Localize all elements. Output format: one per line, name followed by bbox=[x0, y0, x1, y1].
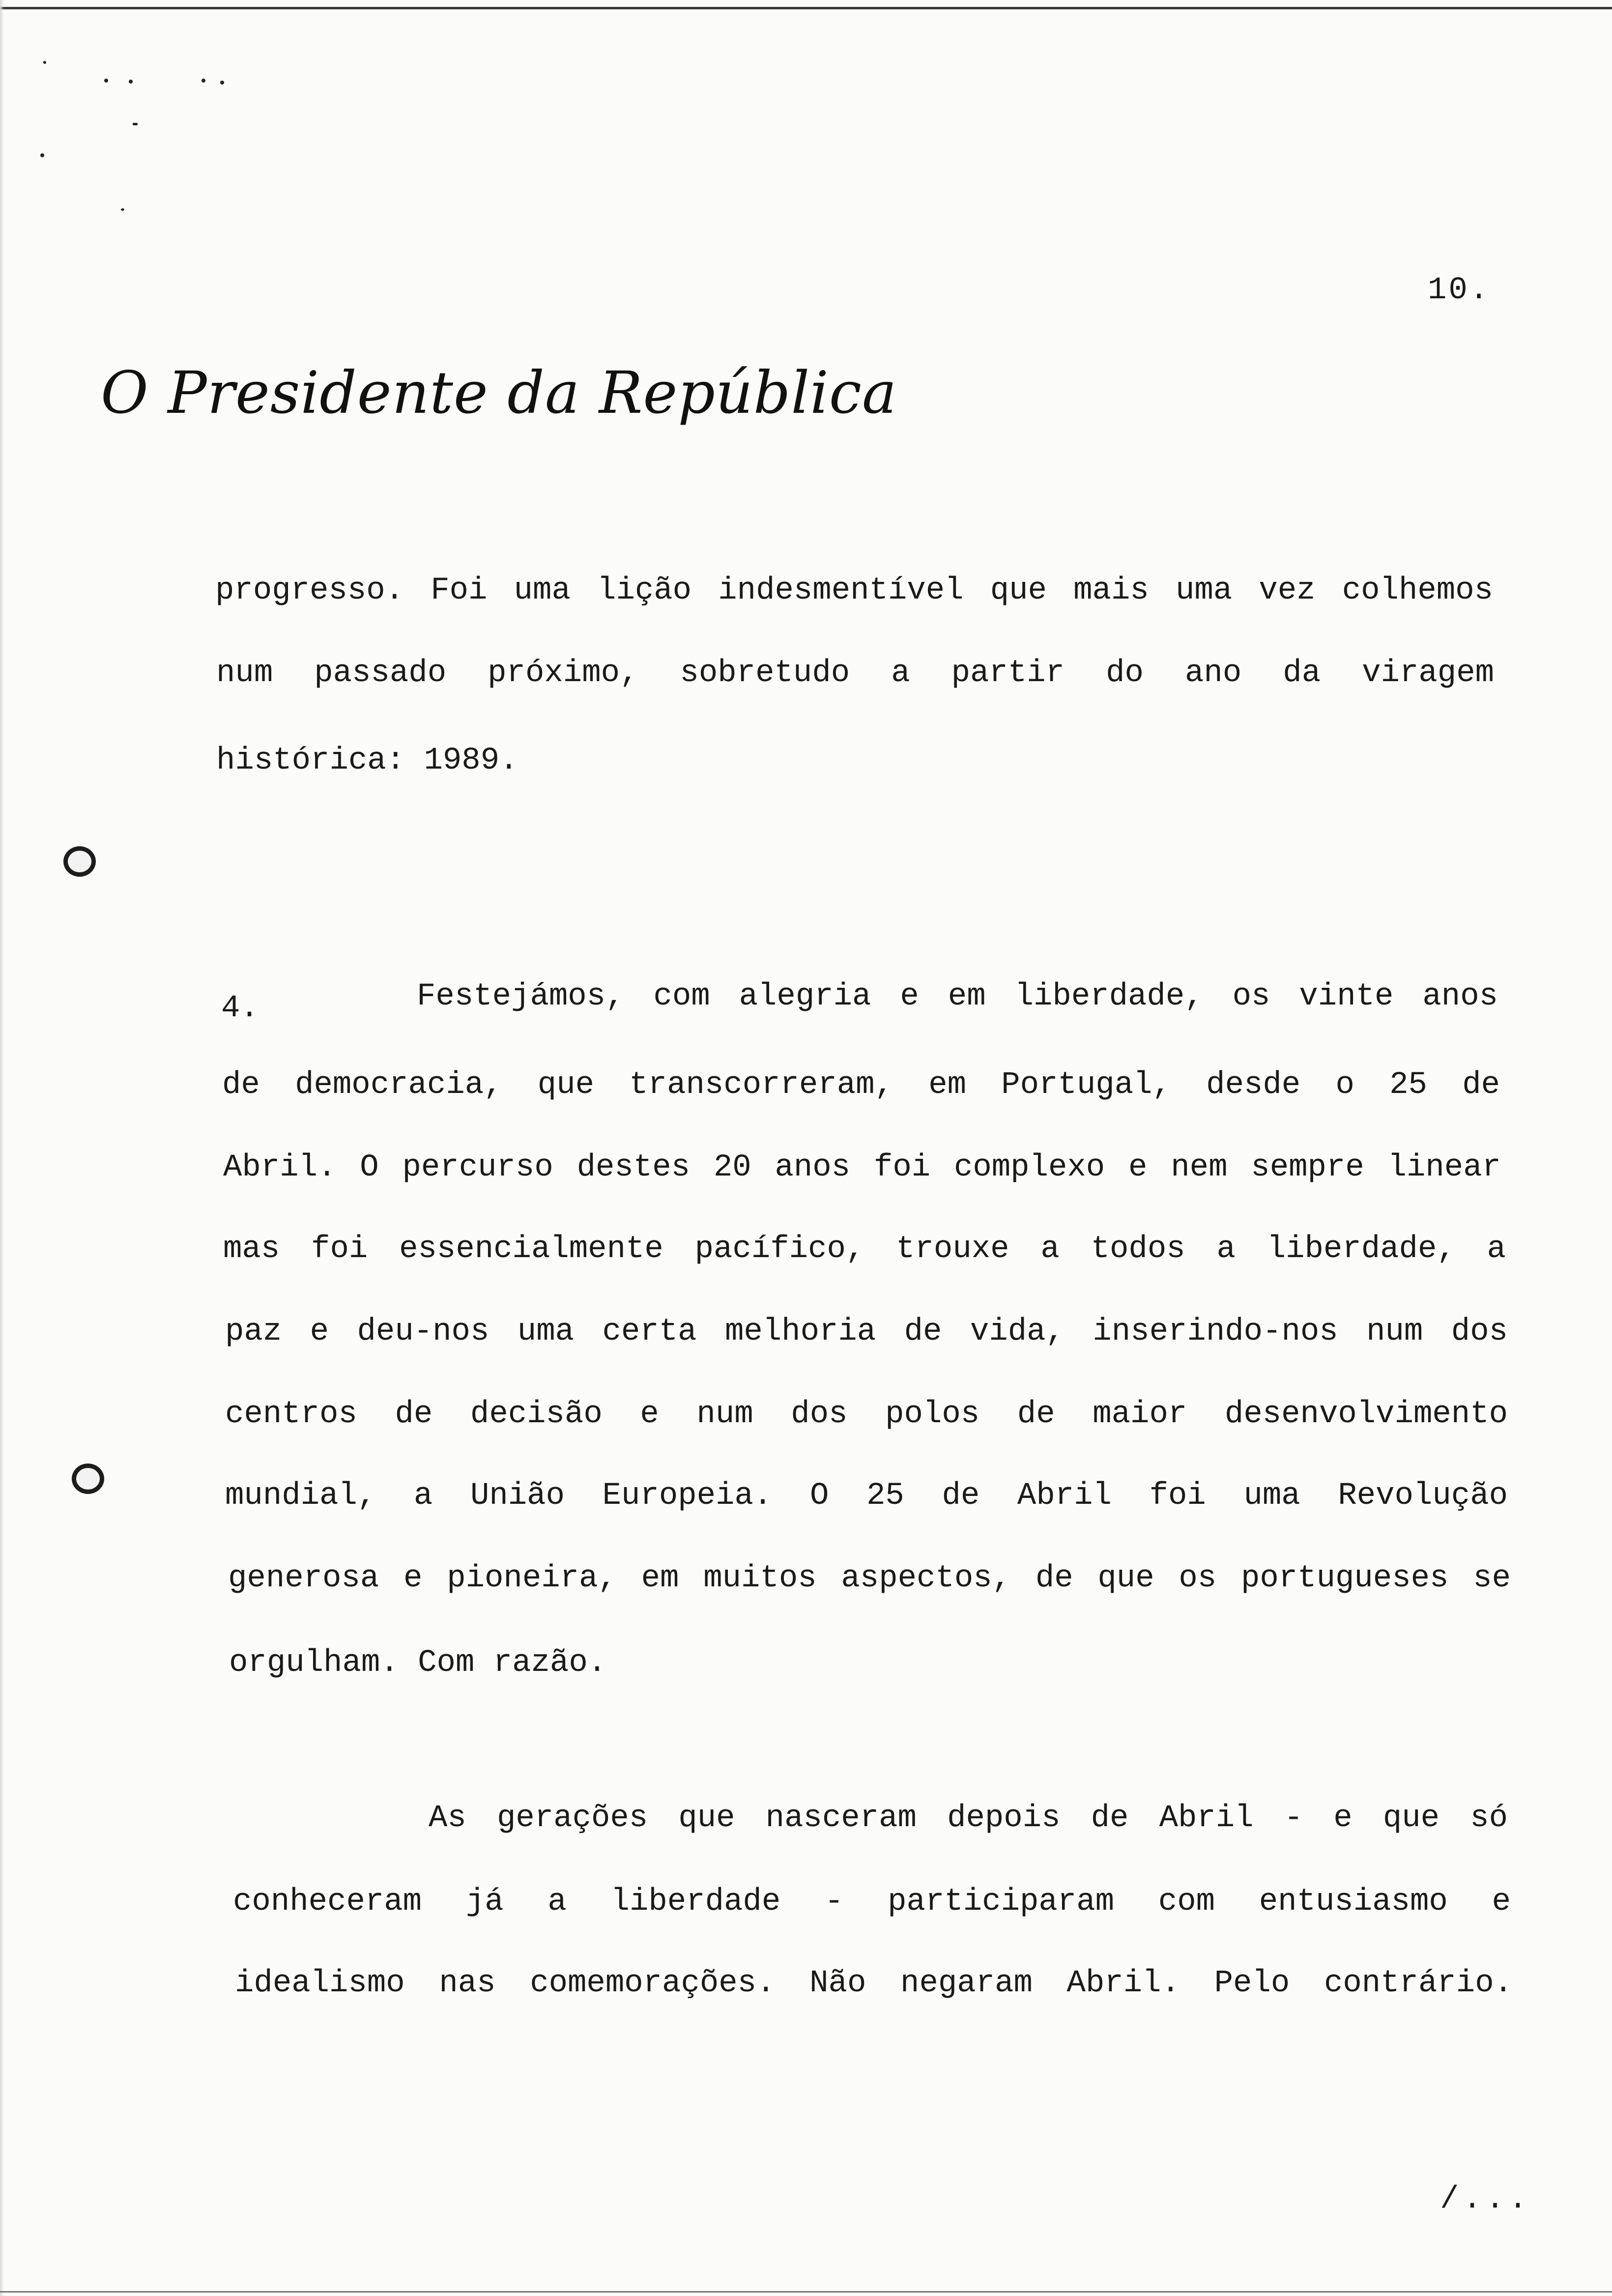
text-line: orgulham. Com razão. bbox=[229, 1645, 607, 1681]
text-line: Festejámos, com alegria e em liberdade, os vinte anos bbox=[417, 979, 1498, 1014]
text-line: mas foi essencialmente pacífico, trouxe a todos a liberdade, a bbox=[223, 1232, 1506, 1267]
scan-speck bbox=[40, 153, 44, 157]
scan-speck bbox=[202, 79, 205, 83]
punch-hole bbox=[63, 846, 96, 877]
scan-bottom-rule bbox=[0, 2291, 1612, 2293]
scan-speck bbox=[133, 123, 138, 125]
letterhead-title: O Presidente da República bbox=[101, 359, 897, 427]
scan-speck bbox=[220, 81, 224, 85]
text-line: num passado próximo, sobretudo a partir do ano da viragem bbox=[216, 656, 1494, 691]
text-line: As gerações que nasceram depois de Abril - e que só bbox=[429, 1801, 1508, 1836]
section-number: 4. bbox=[221, 991, 259, 1026]
scan-speck bbox=[104, 79, 108, 83]
continuation-mark: /... bbox=[1440, 2182, 1531, 2217]
scan-speck bbox=[129, 80, 133, 84]
scan-speck bbox=[121, 208, 124, 211]
text-line: Abril. O percurso destes 20 anos foi complexo e nem sempre linear bbox=[223, 1150, 1501, 1185]
text-line: mundial, a União Europeia. O 25 de Abril foi uma Revolução bbox=[225, 1478, 1508, 1514]
text-line: generosa e pioneira, em muitos aspectos, de que os portugueses se bbox=[228, 1561, 1511, 1596]
text-line: histórica: 1989. bbox=[216, 743, 518, 778]
scan-speck bbox=[43, 61, 46, 64]
scan-top-rule bbox=[0, 7, 1612, 9]
text-line: progresso. Foi uma lição indesmentível que mais uma vez colhemos bbox=[215, 573, 1493, 608]
scan-left-edge bbox=[0, 0, 4, 2296]
text-line: de democracia, que transcorreram, em Portugal, desde o 25 de bbox=[222, 1067, 1500, 1103]
punch-hole bbox=[72, 1464, 104, 1494]
text-line: conheceram já a liberdade - participaram com entusiasmo e bbox=[233, 1884, 1511, 1920]
page-number: 10. bbox=[1428, 273, 1491, 308]
text-line: centros de decisão e num dos polos de maior desenvolvimento bbox=[225, 1397, 1508, 1432]
text-line: idealismo nas comemorações. Não negaram Abril. Pelo contrário. bbox=[235, 1966, 1513, 2001]
text-line: paz e deu-nos uma certa melhoria de vida, inserindo-nos num dos bbox=[225, 1314, 1508, 1349]
